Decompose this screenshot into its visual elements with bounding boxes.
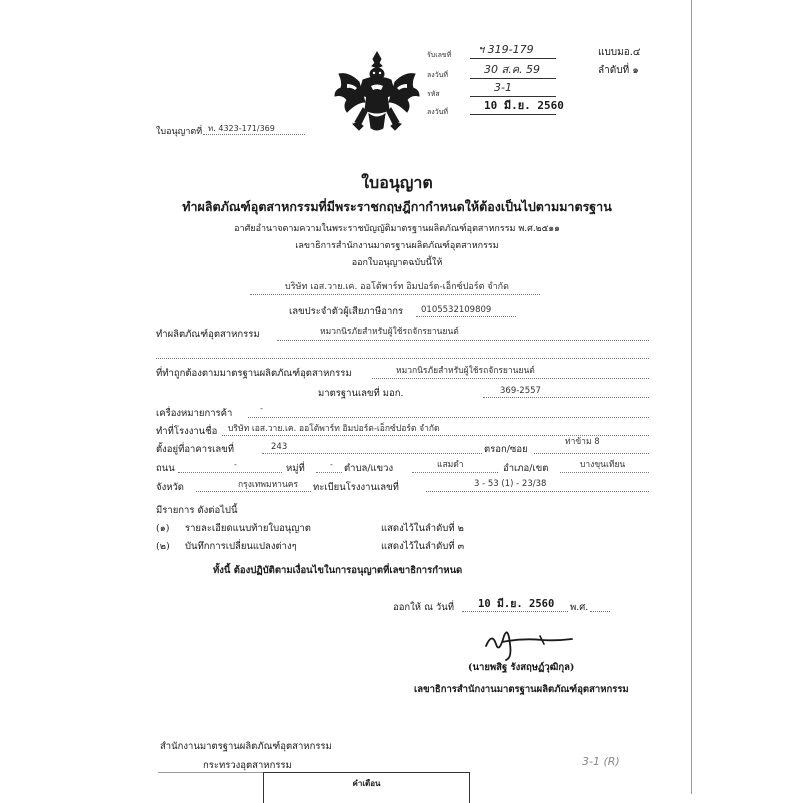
- dotted-line: [248, 417, 649, 418]
- road-label: ถนน: [156, 463, 175, 474]
- dotted-line: [560, 472, 649, 473]
- warning-box: [263, 772, 470, 803]
- tambon-label: ตำบล/แขวง: [344, 463, 394, 474]
- document-title: ใบอนุญาต: [361, 173, 433, 192]
- product-label: ทำผลิตภัณฑ์อุตสาหกรรม: [156, 329, 260, 340]
- standard-label: ที่ทำถูกต้องตามมาตรฐานผลิตภัณฑ์อุตสาหกรรม: [156, 368, 352, 379]
- detail-item-1-ref: แสดงไว้ในลำดับที่ ๒: [381, 523, 464, 534]
- trademark-value: -: [260, 404, 263, 413]
- trademark-label: เครื่องหมายการค้า: [156, 408, 233, 419]
- issuer-line: เลขาธิการสำนักงานมาตรฐานผลิตภัณฑ์อุตสาหกรรม: [295, 241, 499, 251]
- stamp-receive-date-label: ลงวันที่: [427, 71, 449, 79]
- moo-value: -: [330, 460, 333, 469]
- form-code: แบบมอ.๔: [598, 47, 641, 58]
- dotted-line: [590, 611, 610, 612]
- dotted-line: [277, 340, 649, 341]
- stamp-issued-value: 10 มี.ย. 2560: [484, 99, 564, 112]
- dotted-line: [416, 316, 516, 317]
- soi-value: ท่าข้าม 8: [565, 437, 600, 447]
- moo-label: หมู่ที่: [286, 463, 305, 474]
- page-edge: [691, 0, 692, 794]
- stamp-line: [470, 114, 556, 115]
- address-value: 243: [271, 442, 288, 452]
- signer-title: เลขาธิการสำนักงานมาตรฐานผลิตภัณฑ์อุตสาหกรรม: [414, 684, 629, 695]
- standard-no-value: 369-2557: [500, 386, 541, 396]
- signature-icon: [480, 624, 590, 664]
- dotted-line: [426, 491, 649, 492]
- detail-item-1-text: รายละเอียดแนบท้ายใบอนุญาต: [185, 523, 311, 534]
- factory-name-label: ทำที่โรงงานชื่อ: [156, 426, 218, 437]
- detail-item-2-text: บันทึกการเปลี่ยนแปลงต่างๆ: [185, 541, 297, 552]
- warning-title: คำเตือน: [352, 779, 381, 788]
- taxid-value: 0105532109809: [421, 305, 492, 315]
- garuda-emblem-icon: [333, 48, 421, 134]
- stamp-issued-label: ลงวันที่: [427, 108, 449, 116]
- detail-item-2-no: (๒): [156, 541, 170, 552]
- stamp-line: [470, 78, 556, 79]
- factory-name-value: บริษัท เอส.วาย.เค. ออโต้พาร์ท อิมปอร์ต-เอ็กซ์ปอร์ต จำกัด: [228, 424, 440, 434]
- standard-value: หมวกนิรภัยสำหรับผู้ใช้รถจักรยานยนต์: [396, 366, 535, 376]
- dotted-line: [462, 611, 568, 612]
- stamp-code-value: 3-1: [494, 81, 512, 94]
- issue-to-line: ออกใบอนุญาตฉบับนี้ให้: [351, 258, 443, 268]
- issue-date-label: ออกให้ ณ วันที่: [393, 602, 455, 613]
- dotted-line: [316, 472, 342, 473]
- amphoe-value: บางขุนเทียน: [580, 460, 626, 470]
- condition-text: ทั้งนี้ ต้องปฏิบัติตามเงื่อนไขในการอนุญาตที่เลขาธิการกำหนด: [213, 565, 463, 576]
- stamp-receive-date-value: 30 ส.ค. 59: [484, 63, 541, 76]
- soi-label: ตรอก/ซอย: [484, 444, 528, 455]
- amphoe-label: อำเภอ/เขต: [503, 463, 549, 474]
- dotted-line: [262, 453, 482, 454]
- dotted-line: [483, 397, 649, 398]
- dotted-line: [250, 294, 540, 295]
- footer-ministry: กระทรวงอุตสาหกรรม: [203, 760, 292, 771]
- dotted-line: [534, 453, 649, 454]
- detail-item-2-ref: แสดงไว้ในลำดับที่ ๓: [381, 541, 465, 552]
- detail-item-1-no: (๑): [156, 523, 170, 534]
- footer-org: สำนักงานมาตรฐานผลิตภัณฑ์อุตสาหกรรม: [160, 741, 332, 752]
- stamp-receive-value: ฯ 319-179: [478, 43, 534, 56]
- handwritten-note: 3-1 (R): [582, 755, 620, 768]
- road-value: -: [234, 460, 237, 469]
- taxid-label: เลขประจำตัวผู้เสียภาษีอากร: [289, 306, 404, 317]
- stamp-line: [470, 58, 556, 59]
- province-label: จังหวัด: [156, 482, 184, 493]
- factory-reg-label: ทะเบียนโรงงานเลขที่: [313, 482, 399, 493]
- product-value: หมวกนิรภัยสำหรับผู้ใช้รถจักรยานยนต์: [320, 327, 459, 337]
- stamp-line: [470, 96, 556, 97]
- dotted-line: [178, 472, 282, 473]
- dotted-line: [196, 491, 311, 492]
- licensee-name: บริษัท เอส.วาย.เค. ออโต้พาร์ท อิมปอร์ต-เอ็กซ์ปอร์ต จำกัด: [285, 282, 509, 292]
- signer-name: (นายพสิฐ รังสฤษฏ์วุฒิกุล): [468, 662, 575, 673]
- license-no-value: ท. 4323-171/369: [208, 124, 275, 133]
- details-intro: มีรายการ ดังต่อไปนี้: [156, 505, 238, 516]
- stamp-receive-label: รับเลขที่: [427, 51, 452, 59]
- tambon-value: แสมดำ: [437, 460, 464, 470]
- issue-date-value: 10 มี.ย. 2560: [478, 598, 555, 610]
- address-label: ตั้งอยู่ที่อาคารเลขที่: [156, 444, 234, 455]
- standard-no-label: มาตรฐานเลขที่ มอก.: [318, 388, 404, 399]
- dotted-line: [412, 472, 498, 473]
- dotted-line: [372, 378, 649, 379]
- dotted-line: [203, 134, 305, 135]
- issue-era: พ.ศ.: [570, 602, 589, 613]
- factory-reg-value: 3 - 53 (1) - 23/38: [474, 479, 547, 489]
- stamp-code-label: รหัส: [427, 90, 440, 98]
- license-no-label: ใบอนุญาตที่: [156, 127, 203, 137]
- dotted-line: [156, 358, 649, 359]
- authority-line: อาศัยอำนาจตามความในพระราชบัญญัติมาตรฐานผลิตภัณฑ์อุตสาหกรรม พ.ศ.๒๕๑๑: [234, 224, 560, 234]
- province-value: กรุงเทพมหานคร: [238, 480, 299, 490]
- document-subtitle: ทำผลิตภัณฑ์อุตสาหกรรมที่มีพระราชกฤษฎีกากำหนดให้ต้องเป็นไปตามมาตรฐาน: [182, 199, 612, 214]
- sequence-number: ลำดับที่ ๑: [598, 65, 639, 76]
